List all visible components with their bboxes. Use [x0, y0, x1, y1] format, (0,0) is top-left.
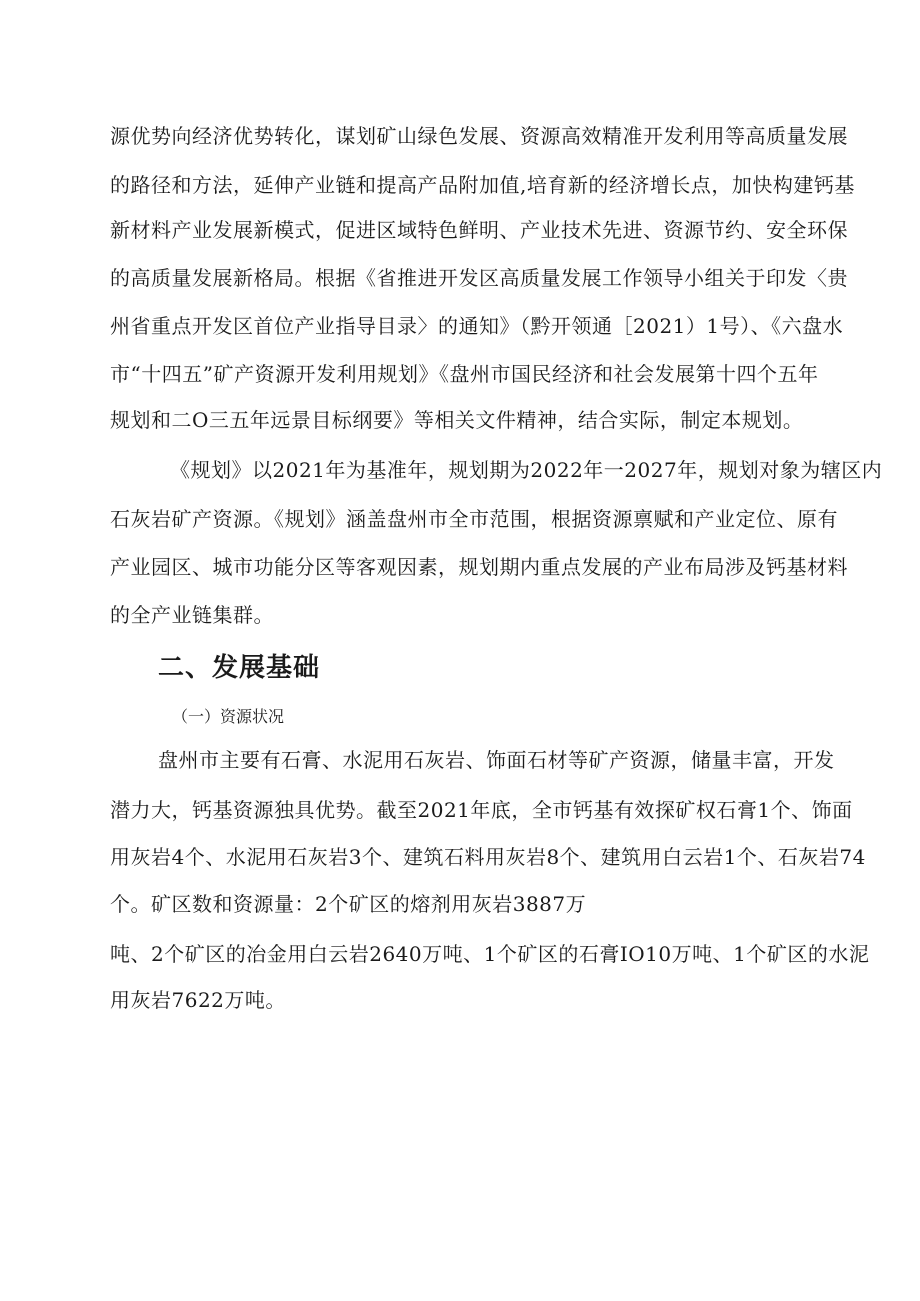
- scope-line-2: 石灰岩矿产资源。《规划》涵盖盘州市全市范围，根据资源禀赋和产业定位、原有: [110, 507, 838, 531]
- intro-line-1: 源优势向经济优势转化，谋划矿山绿色发展、资源高效精准开发利用等高质量发展: [110, 124, 848, 148]
- scope-line-3: 产业园区、城市功能分区等客观因素，规划期内重点发展的产业布局涉及钙基材料: [110, 555, 848, 579]
- intro-line-6: 市“十四五”矿产资源开发利用规划》《盘州市国民经济和社会发展第十四个五年: [110, 362, 819, 386]
- scope-line-1: 《规划》以2021年为基准年，规划期为2022年一2027年，规划对象为辖区内: [170, 458, 883, 482]
- resource-line-5: 吨、2个矿区的冶金用白云岩2640万吨、1个矿区的石膏IO10万吨、1个矿区的水泥: [110, 942, 870, 966]
- resource-line-4: 个。矿区数和资源量：2个矿区的熔剂用灰岩3887万: [110, 892, 587, 916]
- intro-line-7: 规划和二O三五年远景目标纲要》等相关文件精神，结合实际，制定本规划。: [110, 408, 804, 432]
- resource-line-3: 用灰岩4个、水泥用石灰岩3个、建筑石料用灰岩8个、建筑用白云岩1个、石灰岩74: [110, 845, 866, 869]
- scope-line-4: 的全产业链集群。: [110, 603, 274, 627]
- resource-line-2: 潜力大，钙基资源独具优势。截至2021年底，全市钙基有效探矿权石膏1个、饰面: [110, 798, 853, 822]
- section-heading: 二、发展基础: [158, 653, 321, 683]
- resource-line-6: 用灰岩7622万吨。: [110, 988, 286, 1012]
- intro-line-3: 新材料产业发展新模式，促进区域特色鲜明、产业技术先进、资源节约、安全环保: [110, 218, 848, 242]
- intro-line-2: 的路径和方法，延伸产业链和提高产品附加值,培育新的经济增长点，加快构建钙基: [110, 173, 855, 197]
- intro-line-4: 的高质量发展新格局。根据《省推进开发区高质量发展工作领导小组关于印发〈贵: [110, 266, 848, 290]
- subsection-heading: （一）资源状况: [172, 707, 285, 726]
- resource-line-1: 盘州市主要有石膏、水泥用石灰岩、饰面石材等矿产资源，储量丰富，开发: [158, 748, 835, 772]
- intro-line-5: 州省重点开发区首位产业指导目录〉的通知》（黔开领通［2021）1号）、《六盘水: [110, 314, 844, 338]
